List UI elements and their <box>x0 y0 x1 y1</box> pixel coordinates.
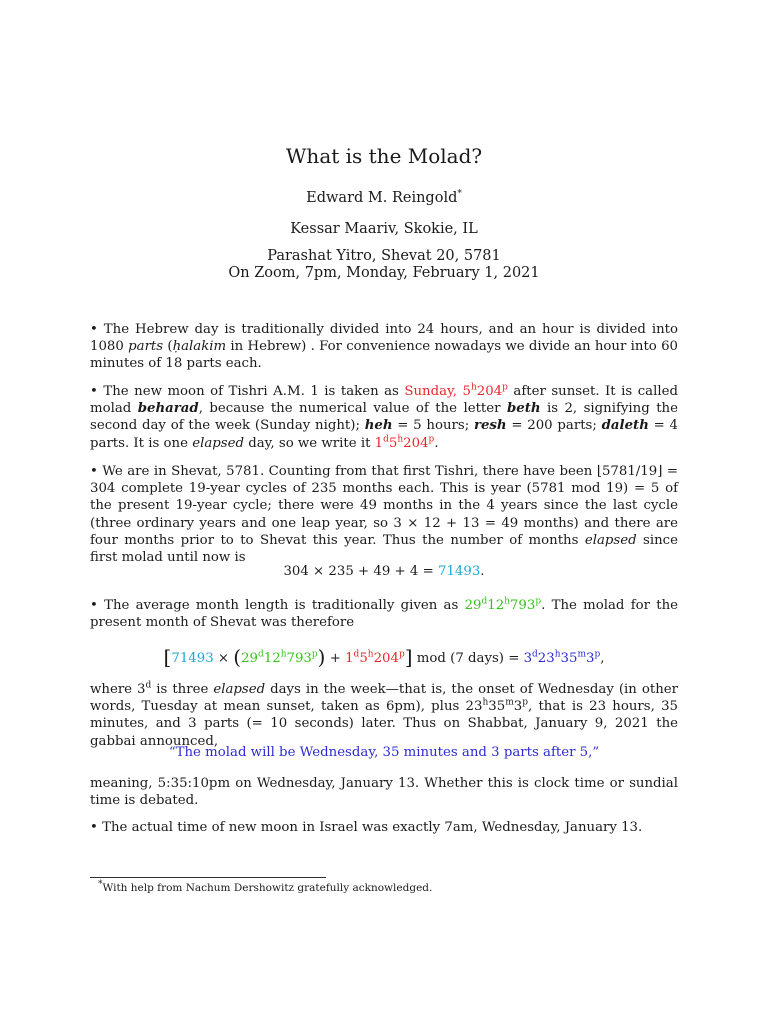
affiliation: Kessar Maariv, Skokie, IL <box>290 221 478 237</box>
paragraph-actual-time: • The actual time of new moon in Israel was exactly 7am, Wednesday, January 13. <box>90 820 643 835</box>
author-name: Edward M. Reingold <box>306 190 458 206</box>
months-result: 71493 <box>437 564 481 579</box>
sunday-value: Sunday, 5$^h$204$^p$ <box>404 382 508 399</box>
gabbai-quote: “The molad will be Wednesday, 35 minutes and 3 parts after 5,” <box>168 745 600 760</box>
paper-page <box>90 0 678 1024</box>
eq-result: 3$^d$23$^h$35$^m$3$^p$ <box>523 649 601 666</box>
month-length-value: 29$^d$12$^h$793$^p$ <box>464 596 542 613</box>
footnote-text: With help from Nachum Dershowitz gratefully acknowledged. <box>102 882 433 894</box>
first-molad-value: 1$^d$5$^h$204$^p$ <box>374 434 435 451</box>
paragraph-explanation: where 3$^d$ is three elapsed days in the week—that is, the onset of Wednesday (in other words, Tuesday at mean sunset, taken as 6pm), plus 23$^h$35$^m$3$^p$, that is 23 hours, 35 minutes, and 3 parts (= 10 seconds) later. Thus on Shabbat, January 9, 2021 the gabbai announced, <box>90 680 678 749</box>
author-line <box>90 190 678 206</box>
equation-molad: $[71493 \times (29^d12^h793^p) + 1^d5^h204^p]$ mod (7 days) = $3^d23^h35^m3^p$, <box>163 645 605 669</box>
footnote-mark: * <box>98 879 103 890</box>
paragraph-hours: • The Hebrew day is traditionally divided into 24 hours, and an hour is divided into 1080 parts (ḥalakim in Hebrew) . For convenience nowadays we divide an hour into 60 minutes of 18 parts each. <box>90 322 678 372</box>
paragraph-meaning: meaning, 5:35:10pm on Wednesday, January 13. Whether this is clock time or sundial time is debated. <box>90 776 678 809</box>
paragraph-tishri: • The new moon of Tishri A.M. 1 is taken as Sunday, 5$^h$204$^p$ after sunset. It is called molad beharad, because the numerical value of the letter beth is 2, signifying the second day of the week (Sunday night); heh = 5 hours; resh = 200 parts; daleth = 4 parts. It is one elapsed day, so we write it 1$^d$5$^h$204$^p$. <box>90 382 678 451</box>
equation-months: 304 × 235 + 49 + 4 = 71493. <box>283 564 485 579</box>
paragraph-month-length: • The average month length is traditionally given as 29$^d$12$^h$793$^p$. The molad for the present month of Shevat was therefore <box>90 596 678 631</box>
footnote <box>98 879 433 894</box>
author-footnote-mark: * <box>457 189 462 200</box>
date-line-1: Parashat Yitro, Shevat 20, 5781 <box>267 248 501 264</box>
footnote-rule <box>90 877 326 878</box>
paper-title: What is the Molad? <box>285 144 483 168</box>
eq-month-length: 29$^d$12$^h$793$^p$ <box>241 649 318 666</box>
eq-first-molad: 1$^d$5$^h$204$^p$ <box>345 649 405 666</box>
paragraph-shevat: • We are in Shevat, 5781. Counting from that first Tishri, there have been ⌊5781/19⌋ = 304 complete 19-year cycles of 235 months each. This is year (5781 mod 19) = 5 of the present 19-year cycle; there were 49 months in the 4 years since the last cycle (three ordinary years and one leap year, so 3 × 12 + 13 = 49 months) and there are four months prior to to Shevat this year. Thus the number of months elapsed since first molad until now is <box>90 464 679 566</box>
date-line-2: On Zoom, 7pm, Monday, February 1, 2021 <box>228 265 540 281</box>
